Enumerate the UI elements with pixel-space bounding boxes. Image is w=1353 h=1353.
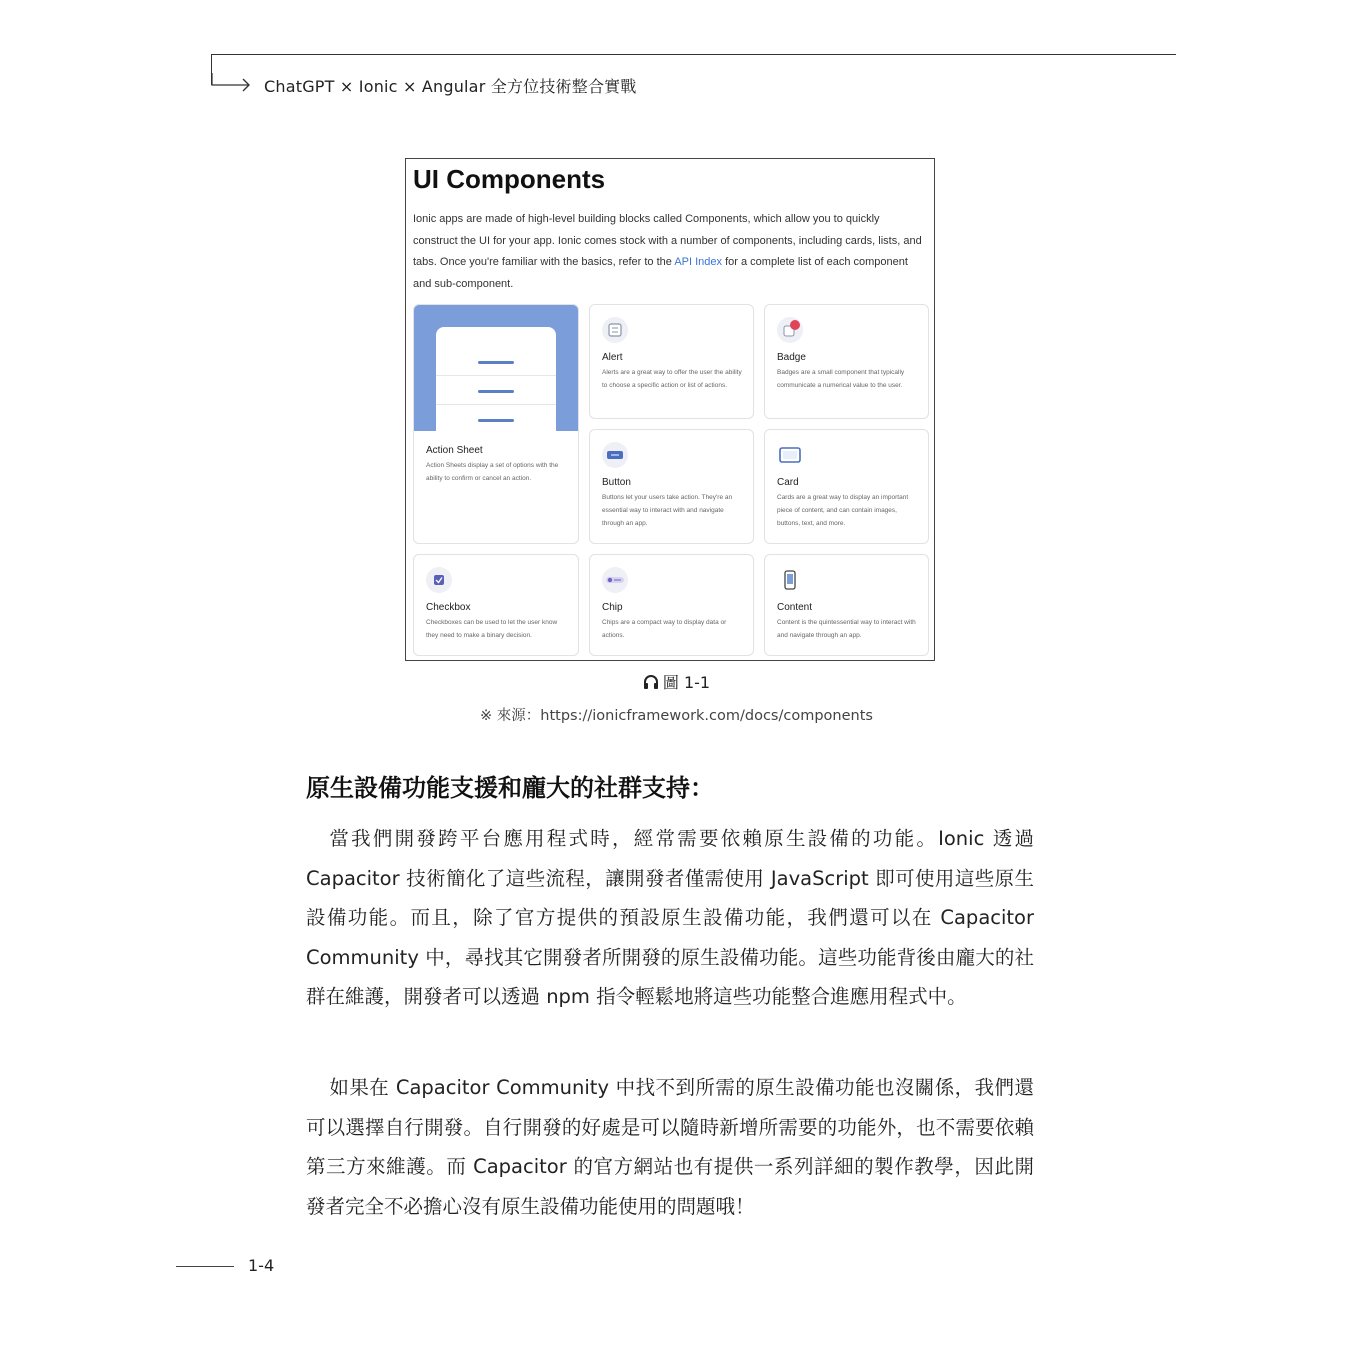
card-title: Action Sheet — [426, 445, 483, 456]
card-title: Content — [777, 602, 813, 613]
card-button[interactable] — [589, 429, 754, 544]
header-rule — [211, 54, 1176, 55]
menu-bar — [478, 390, 514, 393]
card-description: Buttons let your users take action. They're an essential way to interact with and navigate through an app. — [602, 494, 733, 527]
figure-source: ※ 來源：https://ionicframework.com/docs/components — [480, 708, 873, 724]
checkbox-icon — [426, 567, 452, 593]
card-title: Alert — [602, 352, 623, 363]
card-checkbox[interactable] — [413, 554, 579, 656]
figure-caption: 圖 1-1 — [0, 670, 1353, 693]
page-number: 1-4 — [248, 1256, 275, 1275]
card-content[interactable] — [764, 554, 929, 656]
menu-bar — [478, 419, 514, 422]
card-icon — [777, 442, 803, 468]
footer-rule — [176, 1266, 234, 1267]
card-badge[interactable] — [764, 304, 929, 419]
paragraph-2: 如果在 Capacitor Community 中找不到所需的原生設備功能也沒關係，我們還可以選擇自行開發。自行開發的好處是可以隨時新增所需要的功能外，也不需要依賴第三方來維護。而 Capacitor 的官方網站也有提供一系列詳細的製作教學，因此開發者完全不必擔心沒有原生設備功能使用的問題哦！ — [306, 1076, 1034, 1218]
card-chip[interactable] — [589, 554, 754, 656]
section-title: 原生設備功能支援和龐大的社群支持： — [306, 774, 714, 802]
card-title: Chip — [602, 602, 623, 613]
card-title: Badge — [777, 352, 806, 363]
button-icon — [602, 442, 628, 468]
card-description: Chips are a compact way to display data or actions. — [602, 619, 727, 639]
menu-bar — [478, 361, 514, 364]
card-action-sheet[interactable] — [413, 304, 579, 544]
divider — [436, 375, 556, 376]
headphone-icon — [643, 674, 659, 690]
card-title: Button — [602, 477, 631, 488]
figure-screenshot — [405, 158, 935, 661]
figure-heading: UI Components — [413, 164, 606, 194]
header-arrow-icon — [211, 73, 251, 97]
badge-icon — [777, 317, 803, 343]
card-description: Alerts are a great way to offer the user the ability to choose a specific action or list of actions. — [602, 369, 742, 389]
phone-mockup — [436, 327, 556, 447]
card-title: Card — [777, 477, 799, 488]
alert-icon — [602, 317, 628, 343]
card-description: Action Sheets display a set of options with the ability to confirm or cancel an action. — [426, 462, 559, 482]
card-description: Content is the quintessential way to interact with and navigate through an app. — [777, 619, 916, 639]
card-card[interactable] — [764, 429, 929, 544]
book-title: ChatGPT × Ionic × Angular 全方位技術整合實戰 — [264, 77, 637, 96]
api-index-link[interactable]: API Index — [674, 256, 723, 268]
card-alert[interactable] — [589, 304, 754, 419]
figure-intro: Ionic apps are made of high-level building blocks called Components, which allow you to quickly construct the UI for your app. Ionic comes stock with a number of components, including cards, lists, and tabs. Once you're familiar with the basics, refer to the API Index for a complete list of each component and sub-component. — [413, 213, 922, 290]
content-icon — [777, 567, 803, 593]
card-title: Checkbox — [426, 602, 471, 613]
card-description: Cards are a great way to display an important piece of content, and can contain images, buttons, text, and more. — [777, 494, 909, 527]
divider — [436, 404, 556, 405]
action-sheet-illustration — [414, 305, 578, 431]
paragraph-1: 當我們開發跨平台應用程式時，經常需要依賴原生設備的功能。Ionic 透過 Capacitor 技術簡化了這些流程，讓開發者僅需使用 JavaScript 即可使用這些原生設備功能。而且，除了官方提供的預設原生設備功能，我們還可以在 Capacitor Community 中，尋找其它開發者所開發的原生設備功能。這些功能背後由龐大的社群在維護，開發者可以透過 npm 指令輕鬆地將這些功能整合進應用程式中。 — [306, 827, 1034, 1008]
chip-icon — [602, 567, 628, 593]
card-description: Checkboxes can be used to let the user know they need to make a binary decision. — [426, 619, 558, 639]
card-description: Badges are a small component that typically communicate a numerical value to the user. — [777, 369, 905, 389]
